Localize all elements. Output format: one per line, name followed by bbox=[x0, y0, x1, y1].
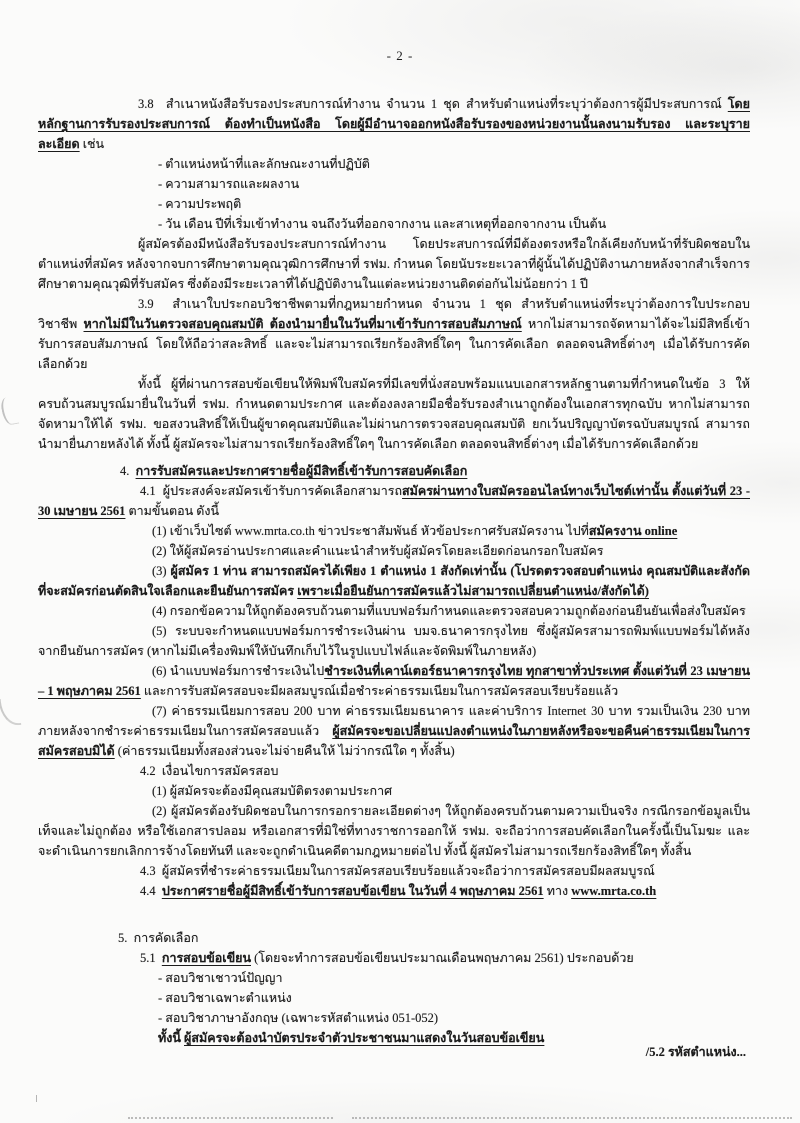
step-5: (5) ระบบจะกำหนดแบบฟอร์มการชำระเงินผ่าน บมจ.ธนาคารกรุงไทย ซึ่งผู้สมัครสามารถพิมพ์แบบฟอร์มได้หลังจากยืนยันการสมัคร (หากไม่มีเครื่องพิมพ์ให้บันทึกเก็บไว้ในรูปแบบไฟล์และจัดพิมพ์ในภายหลัง) bbox=[38, 624, 750, 658]
clause-3-8: 3.8 สำเนาหนังสือรับรองประสบการณ์ทำงาน จำนวน 1 ชุด สำหรับตำแหน่งที่ระบุว่าต้องการผู้มีประสบการณ์ โดยหลักฐานการรับรองประสบการณ์ ต้องทำเป็นหนังสือ โดยผู้มีอำนาจออกหนังสือรับรองของหน่วยงานนั้นลงนามรับรอง และระบุรายละเอียด เช่น bbox=[38, 97, 750, 151]
dash-item-position: - ตำแหน่งหน้าที่และลักษณะงานที่ปฏิบัติ bbox=[158, 157, 370, 171]
document-body bbox=[0, 94, 800, 1048]
step-3: (3) ผู้สมัคร 1 ท่าน สามารถสมัครได้เพียง 1 ตำแหน่ง 1 สังกัดเท่านั้น (โปรดตรวจสอบตำแหน่ง คุณสมบัติและสังกัดที่จะสมัครก่อนตัดสินใจเลือกและยืนยันการสมัคร เพราะเมื่อยืนยันการสมัครแล้วไม่สามารถเปลี่ยนตำแหน่ง/สังกัดได้) bbox=[38, 564, 751, 598]
clause-3-9: 3.9 สำเนาใบประกอบวิชาชีพตามที่กฎหมายกำหนด จำนวน 1 ชุด สำหรับตำแหน่งที่ระบุว่าต้องการใบประกอบวิชาชีพ หากไม่มีในวันตรวจสอบคุณสมบัติ ต้องนำมายื่นในวันที่มาเข้ารับการสอบสัมภาษณ์ หากไม่สามารถจัดหามาได้จะไม่มีสิทธิ์เข้ารับการสอบสัมภาษณ์ โดยให้ถือว่าสละสิทธิ์ และจะไม่สามารถเรียกร้องสิทธิ์ใดๆ ในการคัดเลือก ตลอดจนสิทธิ์ต่างๆ เมื่อได้รับการคัดเลือกด้วย bbox=[38, 297, 751, 371]
step-1: (1) เข้าเว็บไซต์ www.mrta.co.th ข่าวประชาสัมพันธ์ หัวข้อประกาศรับสมัครงาน ไปที่สมัครงาน online bbox=[152, 524, 678, 538]
scan-speck bbox=[36, 1095, 37, 1102]
condition-2: (2) ผู้สมัครต้องรับผิดชอบในการกรอกรายละเอียดต่างๆ ให้ถูกต้องครบถ้วนตามความเป็นจริง กรณีกรอกข้อมูลเป็นเท็จและไม่ถูกต้อง หรือใช้เอกสารปลอม หรือเอกสารที่มิใช่ที่ทางราชการออกให้ รฟม. จะถือว่าการสอบคัดเลือกในครั้งนี้เป็นโมฆะ และจะดำเนินการยกเลิกการจ้างโดยทันที และจะถูกดำเนินคดีตามกฎหมายต่อไป ทั้งนี้ ผู้สมัครไม่สามารถเรียกร้องสิทธิ์ใดๆ ทั้งสิ้น bbox=[38, 804, 750, 858]
section-5-heading: 5. การคัดเลือก bbox=[118, 931, 199, 945]
dash-item-behavior: - ความประพฤติ bbox=[158, 197, 242, 211]
dash-item-ability: - ความสามารถและผลงาน bbox=[158, 177, 300, 191]
step-6: (6) นำแบบฟอร์มการชำระเงินไปชำระเงินที่เคาน์เตอร์ธนาคารกรุงไทย ทุกสาขาทั่วประเทศ ตั้งแต่วันที่ 23 เมษายน – 1 พฤษภาคม 2561 และการรับสมัครสอบจะมีผลสมบูรณ์เมื่อชำระค่าธรรมเนียมในการสมัครสอบเรียบร้อยแล้ว bbox=[38, 664, 750, 698]
clause-4-3: 4.3 ผู้สมัครที่ชำระค่าธรรมเนียมในการสมัครสอบเรียบร้อยแล้วจะถือว่าการสมัครสอบมีผลสมบูรณ์ bbox=[140, 864, 655, 878]
clause-4-4: 4.4 ประกาศรายชื่อผู้มีสิทธิ์เข้ารับการสอบข้อเขียน ในวันที่ 4 พฤษภาคม 2561 ทาง www.mrta.co.th bbox=[140, 884, 657, 898]
scan-dotted-line bbox=[352, 1117, 792, 1119]
condition-1: (1) ผู้สมัครจะต้องมีคุณสมบัติตรงตามประกาศ bbox=[152, 784, 393, 798]
exam-aptitude: - สอบวิชาเชาวน์ปัญญา bbox=[158, 971, 283, 985]
exam-specific: - สอบวิชาเฉพาะตำแหน่ง bbox=[158, 991, 292, 1005]
clause-3-closing: ทั้งนี้ ผู้ที่ผ่านการสอบข้อเขียนให้พิมพ์ใบสมัครที่มีเลขที่นั่งสอบพร้อมแนบเอกสารหลักฐานตามที่กำหนดในข้อ 3 ให้ครบถ้วนสมบูรณ์มายื่นในวันที่ รฟม. กำหนดตามประกาศ และต้องลงลายมือชื่อรับรองสำเนาถูกต้องในเอกสารทุกฉบับ หากไม่สามารถจัดหามาให้ได้ รฟม. ขอสงวนสิทธิ์ให้เป็นผู้ขาดคุณสมบัติและไม่ผ่านการตรวจสอบคุณสมบัติ ยกเว้นปริญญาบัตรฉบับสมบูรณ์ สามารถนำมายื่นภายหลังได้ ทั้งนี้ ผู้สมัครจะไม่สามารถเรียกร้องสิทธิ์ใดๆ ในการคัดเลือก ตลอดจนสิทธิ์ต่างๆ เมื่อได้รับการคัดเลือกด้วย bbox=[38, 377, 750, 451]
continuation-note: /5.2 รหัสตำแหน่ง... bbox=[645, 1045, 746, 1059]
page-number: - 2 - bbox=[386, 48, 414, 63]
dash-item-dates: - วัน เดือน ปีที่เริ่มเข้าทำงาน จนถึงวันที่ออกจากงาน และสาเหตุที่ออกจากงาน เป็นต้น bbox=[158, 217, 607, 231]
step-7: (7) ค่าธรรมเนียมการสอบ 200 บาท ค่าธรรมเนียมธนาคาร และค่าบริการ Internet 30 บาท รวมเป็นเงิน 230 บาท ภายหลังจากชำระค่าธรรมเนียมในการสมัครสอบแล้ว ผู้สมัครจะขอเปลี่ยนแปลงตำแหน่งในภายหลังหรือจะขอคืนค่าธรรมเนียมในการสมัครสอบมิได้ (ค่าธรรมเนียมทั้งสองส่วนจะไม่จ่ายคืนให้ ไม่ว่ากรณีใด ๆ ทั้งสิ้น) bbox=[38, 704, 750, 758]
scan-dotted-line bbox=[128, 1117, 333, 1119]
step-4: (4) กรอกข้อความให้ถูกต้องครบถ้วนตามที่แบบฟอร์มกำหนดและตรวจสอบความถูกต้องก่อนยืนยันเพื่อส่งใบสมัคร bbox=[152, 604, 746, 618]
exam-english: - สอบวิชาภาษาอังกฤษ (เฉพาะรหัสตำแหน่ง 051-052) bbox=[158, 1011, 439, 1025]
exam-id-note: ทั้งนี้ ผู้สมัครจะต้องนำบัตรประจำตัวประชาชนมาแสดงในวันสอบข้อเขียน bbox=[158, 1031, 545, 1045]
clause-5-1: 5.1 การสอบข้อเขียน (โดยจะทำการสอบข้อเขียนประมาณเดือนพฤษภาคม 2561) ประกอบด้วย bbox=[140, 951, 634, 965]
clause-3-8-note: ผู้สมัครต้องมีหนังสือรับรองประสบการณ์ทำงาน โดยประสบการณ์ที่มีต้องตรงหรือใกล้เคียงกับหน้าที่รับผิดชอบในตำแหน่งที่สมัคร หลังจากจบการศึกษาตามคุณวุฒิการศึกษาที่ รฟม. กำหนด โดยนับระยะเวลาที่ผู้นั้นได้ปฏิบัติงานภายหลังจากสำเร็จการศึกษาตามคุณวุฒิที่รับสมัคร ซึ่งต้องมีระยะเวลาที่ได้ปฏิบัติงานในแต่ละหน่วยงานติดต่อกันไม่น้อยกว่า 1 ปี bbox=[38, 237, 750, 291]
clause-4-1: 4.1 ผู้ประสงค์จะสมัครเข้ารับการคัดเลือกสามารถสมัครผ่านทางใบสมัครออนไลน์ทางเว็บไซต์เท่านั้น ตั้งแต่วันที่ 23 - 30 เมษายน 2561 ตามขั้นตอน ดังนี้ bbox=[38, 484, 750, 518]
clause-4-2: 4.2 เงื่อนไขการสมัครสอบ bbox=[140, 764, 279, 778]
step-2: (2) ให้ผู้สมัครอ่านประกาศและคำแนะนำสำหรับผู้สมัครโดยละเอียดก่อนกรอกใบสมัคร bbox=[152, 544, 604, 558]
section-4-heading: 4. การรับสมัครและประกาศรายชื่อผู้มีสิทธิ์เข้ารับการสอบคัดเลือก bbox=[120, 464, 468, 478]
